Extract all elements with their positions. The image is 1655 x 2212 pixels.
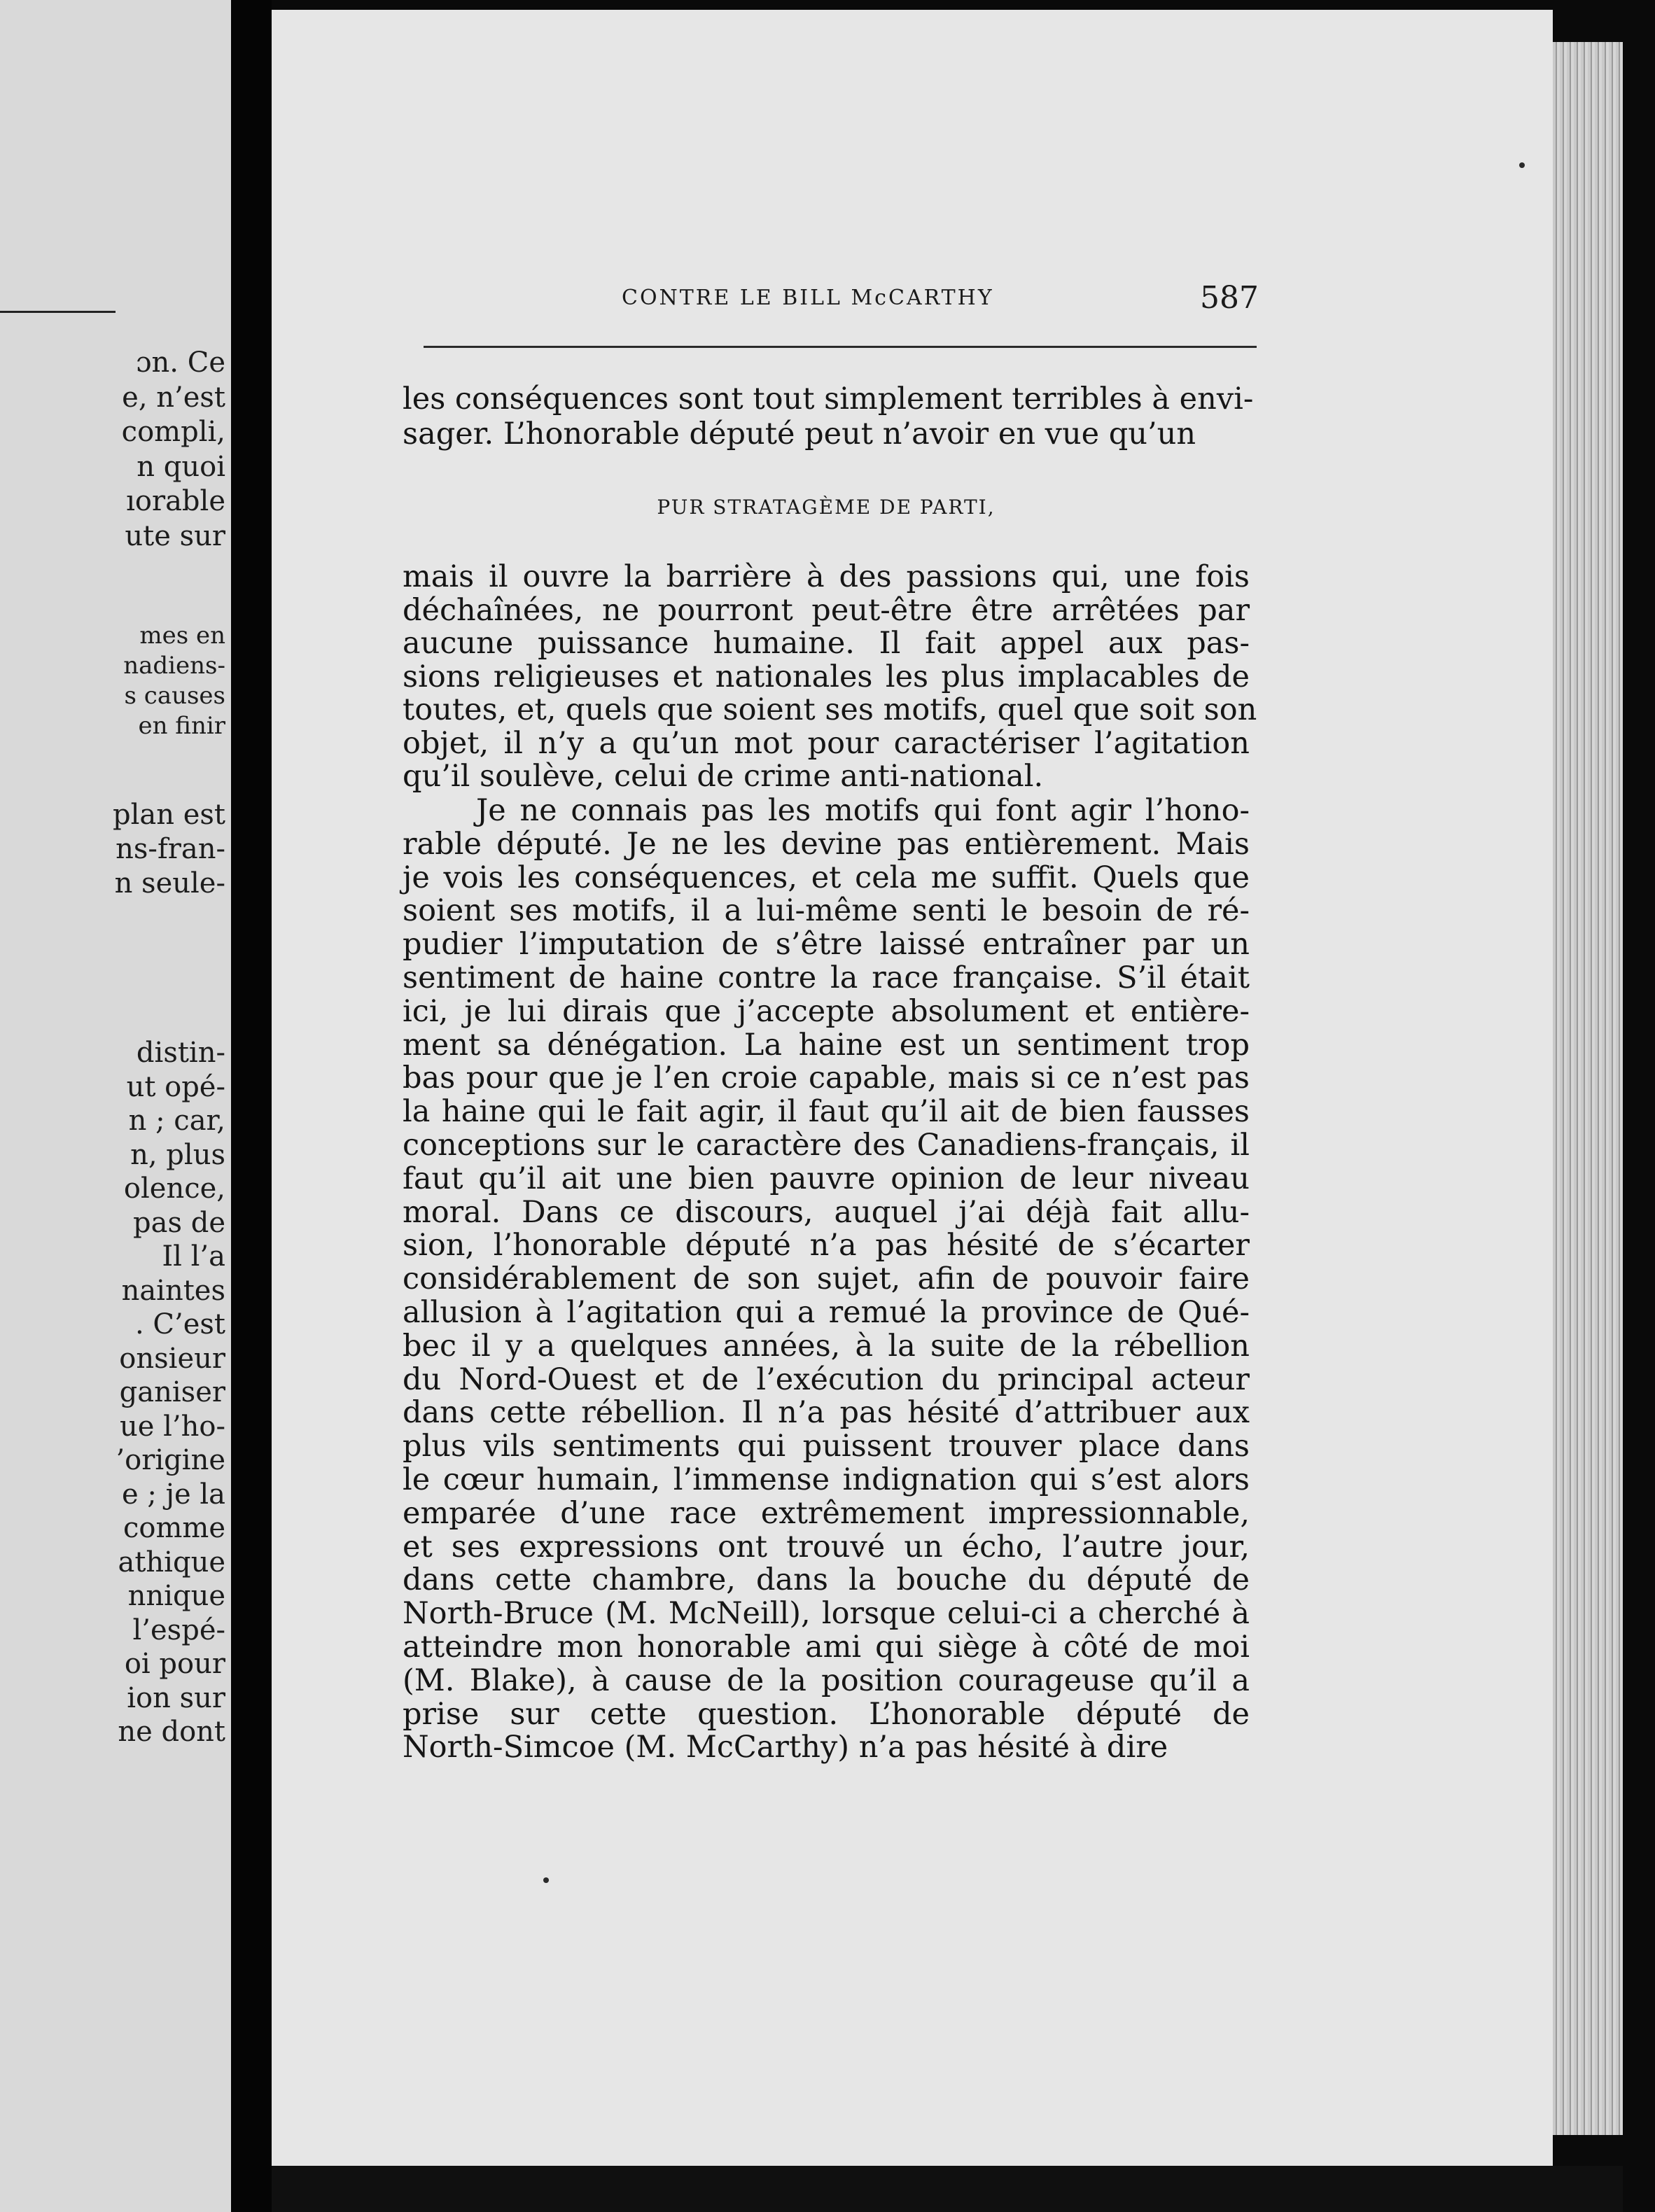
body-line: emparée d’une race extrêmement impressionnable, bbox=[403, 1495, 1250, 1531]
body-line: North-Simcoe (M. McCarthy) n’a pas hésité à dire bbox=[403, 1730, 1168, 1765]
left-page-line: oi pour bbox=[124, 1648, 225, 1680]
left-page-line: plan est bbox=[113, 799, 225, 831]
left-page-rule bbox=[0, 311, 116, 313]
body-line: toutes, et, quels que soient ses motifs, quel que soit son bbox=[403, 692, 1257, 727]
speck-mark bbox=[1519, 162, 1525, 168]
left-page-line: s causes bbox=[124, 682, 225, 710]
body-line: bas pour que je l’en croie capable, mais si ce n’est pas bbox=[403, 1060, 1250, 1096]
body-line: sion, l’honorable député n’a pas hésité de s’écarter bbox=[403, 1228, 1250, 1264]
left-page-line: Il l’a bbox=[162, 1240, 225, 1273]
left-page-line: e, n’est bbox=[122, 381, 225, 414]
bottom-shadow bbox=[272, 2166, 1623, 2212]
left-page-line: n, plus bbox=[130, 1138, 225, 1171]
body-line: je vois les conséquences, et cela me suffit. Quels que bbox=[403, 860, 1250, 895]
body-line: ici, je lui dirais que j’accepte absolument et entière- bbox=[403, 993, 1250, 1029]
left-page-line: ion sur bbox=[127, 1681, 225, 1714]
body-line: sentiment de haine contre la race française. S’il était bbox=[403, 960, 1250, 995]
body-line: sions religieuses et nationales les plus implacables de bbox=[403, 659, 1250, 694]
body-line: ment sa dénégation. La haine est un sentiment trop bbox=[403, 1027, 1250, 1063]
speck-mark bbox=[543, 1877, 549, 1883]
body-line: rable député. Je ne les devine pas entièrement. Mais bbox=[403, 826, 1250, 862]
left-page-line: n quoi bbox=[137, 450, 225, 483]
body-line: aucune puissance humaine. Il fait appel aux pas- bbox=[403, 626, 1250, 661]
left-page-line: . C’est bbox=[134, 1308, 225, 1340]
book-gutter bbox=[231, 0, 272, 2212]
body-line: North-Bruce (M. McNeill), lorsque celui-ci a cherché à bbox=[403, 1596, 1250, 1632]
left-page-line: ut opé- bbox=[126, 1070, 225, 1103]
body-line: bec il y a quelques années, à la suite de la rébellion bbox=[403, 1328, 1250, 1364]
body-line: faut qu’il ait une bien pauvre opinion de leur niveau bbox=[403, 1161, 1250, 1196]
left-page-line: comme bbox=[123, 1512, 225, 1544]
body-line: sager. L’honorable député peut n’avoir en vue qu’un bbox=[403, 416, 1196, 451]
left-page-line: pas de bbox=[133, 1206, 225, 1239]
body-line: qu’il soulève, celui de crime anti-national. bbox=[403, 759, 1044, 794]
left-page-line: ute sur bbox=[125, 519, 225, 552]
body-line: considérablement de son sujet, afin de pouvoir faire bbox=[403, 1261, 1250, 1297]
body-line: objet, il n’y a qu’un mot pour caractériser l’agitation bbox=[403, 725, 1250, 761]
left-page-line: ns-fran- bbox=[116, 833, 225, 865]
body-line: le cœur humain, l’immense indignation qui s’est alors bbox=[403, 1462, 1250, 1497]
left-page-line: ’origine bbox=[116, 1444, 225, 1476]
body-line: dans cette chambre, dans la bouche du député de bbox=[403, 1562, 1250, 1598]
left-page-line: l’espé- bbox=[132, 1614, 225, 1646]
left-page-line: distin- bbox=[136, 1037, 225, 1069]
left-page-line: e ; je la bbox=[121, 1478, 225, 1511]
left-page-line: compli, bbox=[121, 416, 225, 448]
left-page-line: athique bbox=[118, 1546, 225, 1578]
body-line: et ses expressions ont trouvé un écho, l’autre jour, bbox=[403, 1529, 1250, 1564]
body-line: la haine qui le fait agir, il faut qu’il ait de bien fausses bbox=[403, 1094, 1250, 1130]
header-rule bbox=[424, 346, 1257, 348]
left-page-line: nadiens- bbox=[123, 652, 225, 680]
page-number: 587 bbox=[1200, 280, 1259, 316]
body-line: prise sur cette question. L’honorable député de bbox=[403, 1696, 1250, 1732]
body-line: dans cette rébellion. Il n’a pas hésité d’attribuer aux bbox=[403, 1395, 1250, 1431]
body-line: (M. Blake), à cause de la position courageuse qu’il a bbox=[403, 1662, 1250, 1698]
left-page-line: nnique bbox=[127, 1580, 225, 1612]
left-page-line: onsieur bbox=[119, 1342, 225, 1375]
left-page-line: olence, bbox=[123, 1172, 225, 1205]
running-head: CONTRE LE BILL McCARTHY bbox=[622, 286, 994, 310]
left-page-line: ıorable bbox=[126, 485, 225, 517]
body-line: plus vils sentiments qui puissent trouver place dans bbox=[403, 1429, 1250, 1464]
body-line: mais il ouvre la barrière à des passions qui, une fois bbox=[403, 559, 1250, 594]
left-page-line: n ; car, bbox=[128, 1105, 225, 1137]
body-line: déchaînées, ne pourront peut-être être arrêtées par bbox=[403, 592, 1250, 628]
body-line: pudier l’imputation de s’être laissé entraîner par un bbox=[403, 927, 1250, 962]
body-line: allusion à l’agitation qui a remué la province de Qué- bbox=[403, 1295, 1250, 1330]
body-line: conceptions sur le caractère des Canadiens-français, il bbox=[403, 1128, 1250, 1163]
left-page-line: ue l’ho- bbox=[119, 1410, 225, 1443]
page-edges bbox=[1553, 42, 1623, 2135]
body-line: Je ne connais pas les motifs qui font agir l’hono- bbox=[476, 793, 1250, 828]
right-shadow bbox=[1623, 0, 1655, 2212]
body-line: soient ses motifs, il a lui-même senti le besoin de ré- bbox=[403, 893, 1250, 929]
left-page-line: n seule- bbox=[114, 867, 225, 899]
left-page-fragment bbox=[0, 0, 231, 2212]
section-heading: PUR STRATAGÈME DE PARTI, bbox=[657, 496, 996, 519]
left-page-line: mes en bbox=[139, 622, 225, 650]
body-line: atteindre mon honorable ami qui siège à côté de moi bbox=[403, 1630, 1250, 1665]
left-page-line: ganiser bbox=[119, 1376, 225, 1408]
body-line: les conséquences sont tout simplement terribles à envi- bbox=[403, 382, 1254, 416]
body-line: moral. Dans ce discours, auquel j’ai déjà fait allu- bbox=[403, 1194, 1250, 1230]
left-page-line: ɔn. Ce bbox=[136, 346, 225, 379]
left-page-line: naintes bbox=[121, 1274, 225, 1307]
body-line: du Nord-Ouest et de l’exécution du principal acteur bbox=[403, 1362, 1250, 1397]
left-page-line: en finir bbox=[138, 712, 225, 740]
left-page-line: ne dont bbox=[118, 1716, 225, 1748]
